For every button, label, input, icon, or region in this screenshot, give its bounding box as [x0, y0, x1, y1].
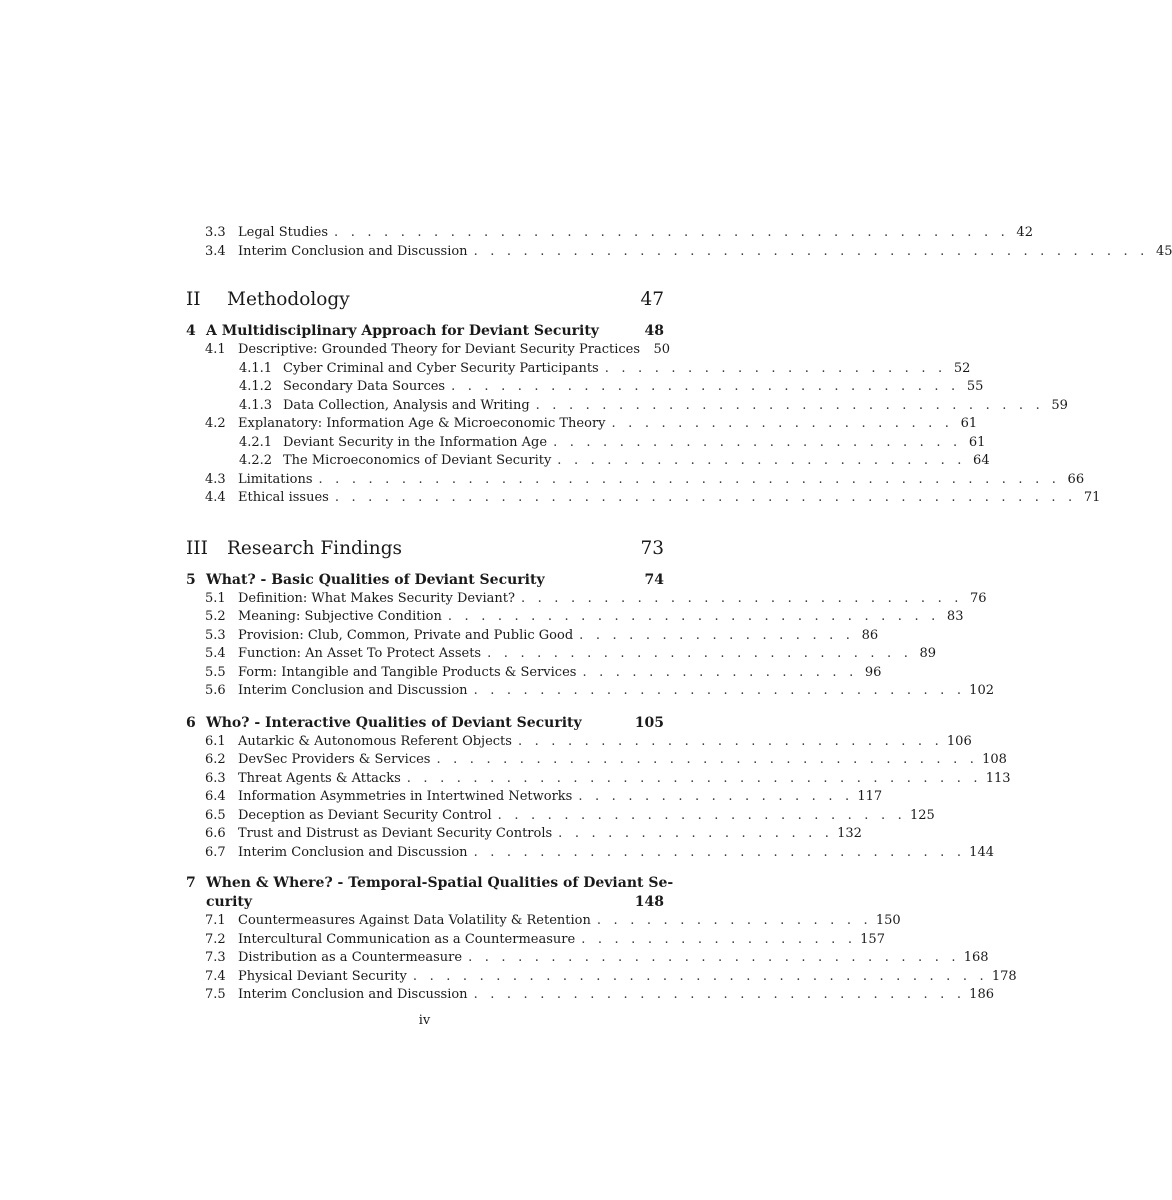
section-number: 6.1	[205, 733, 226, 749]
dot-leader: . . . . . . . . . . . . . . . . . . . . . . . . . . . . . .	[473, 987, 966, 1002]
page-number: 105	[634, 714, 664, 731]
page-number: 73	[640, 537, 664, 559]
toc-part-research-findings[interactable]	[186, 536, 664, 562]
toc-subsection[interactable]	[186, 378, 984, 397]
toc-section[interactable]	[186, 627, 879, 646]
toc-section[interactable]	[186, 986, 994, 1005]
section-number: 7.1	[205, 913, 226, 928]
toc-section[interactable]	[186, 949, 989, 968]
section-title: Interim Conclusion and Discussion	[238, 243, 468, 259]
dot-leader: . . . . . . . . . . . . . . . . . . . . . . . . .	[497, 807, 906, 823]
part-title: Research Findings	[227, 537, 403, 559]
chapter-title: Who? - Interactive Qualities of Deviant Security	[206, 714, 582, 731]
toc-section[interactable]	[186, 807, 935, 826]
chapter-number: 4	[186, 323, 196, 339]
section-title: Interim Conclusion and Discussion	[238, 987, 468, 1002]
section-number: 3.4	[205, 243, 226, 259]
section-number: 6.6	[205, 826, 226, 841]
page-number: 108	[982, 752, 1007, 767]
dot-leader: . . . . . . . . . . . . . . . . . . . . . . . . . .	[487, 646, 913, 661]
dot-leader: . . . . . . . . . . . . . . . . . . . . .	[611, 416, 954, 431]
toc-chapter-4[interactable]	[186, 321, 664, 341]
chapter-title-line2: curity	[206, 894, 252, 910]
section-title: Countermeasures Against Data Volatility & Retention	[238, 913, 591, 928]
section-number: 7.3	[205, 950, 226, 965]
dot-leader: . . . . . . . . . . . . . . . . .	[579, 627, 855, 643]
toc-section[interactable]	[186, 489, 1101, 508]
page-number: 157	[860, 931, 885, 947]
chapter-4-entries	[186, 341, 1101, 508]
section-number: 7.2	[205, 931, 226, 947]
section-number: 6.7	[205, 844, 226, 860]
section-title: Interim Conclusion and Discussion	[238, 683, 468, 698]
toc-section[interactable]	[186, 682, 994, 701]
section-number: 4.4	[205, 490, 226, 505]
toc-section[interactable]	[186, 224, 1033, 243]
section-title: Autarkic & Autonomous Referent Objects	[238, 733, 512, 749]
page-number: 102	[969, 683, 994, 698]
footer-page-number: iv	[418, 1013, 431, 1028]
section-number: 6.4	[205, 789, 226, 804]
page-number: 117	[857, 789, 883, 804]
section-number: 5.3	[205, 627, 226, 643]
subsection-number: 4.2.2	[239, 453, 273, 468]
toc-section[interactable]	[186, 912, 901, 931]
section-number: 7.4	[205, 968, 226, 984]
section-title: Interim Conclusion and Discussion	[238, 844, 468, 860]
section-title: Distribution as a Countermeasure	[238, 950, 463, 965]
section-title: Information Asymmetries in Intertwined Networks	[238, 789, 573, 804]
toc-chapter-6[interactable]	[186, 713, 664, 733]
section-number: 5.4	[205, 646, 226, 661]
toc-section[interactable]	[186, 844, 994, 863]
page-number: 83	[946, 609, 964, 624]
page-number: 86	[861, 627, 879, 643]
section-title: Threat Agents & Attacks	[238, 770, 401, 786]
chapter-number: 6	[186, 714, 196, 731]
page-number: 59	[1051, 397, 1068, 413]
dot-leader: . . . . . . . . . . . . . . . . . . . . . . . . . . . . . .	[473, 683, 966, 698]
dot-leader: . . . . . . . . . . . . . . . . .	[578, 789, 854, 804]
page-number: 61	[968, 434, 986, 450]
dot-leader: . . . . . . . . . . . . . . . . . . . . . . . . . . . . . .	[473, 844, 966, 860]
page-number: 42	[1016, 225, 1033, 240]
subsection-title: Deviant Security in the Information Age	[283, 434, 548, 450]
section-title: Legal Studies	[238, 225, 329, 240]
toc-section[interactable]	[186, 341, 671, 360]
toc-section[interactable]	[186, 931, 885, 950]
toc-subsection[interactable]	[186, 360, 971, 379]
subsection-title: Secondary Data Sources	[283, 379, 446, 394]
section-title: Meaning: Subjective Condition	[238, 609, 442, 624]
dot-leader: . . . . . . . . . . . . . . . . .	[581, 931, 857, 947]
section-number: 5.5	[205, 664, 226, 680]
section-number: 5.6	[205, 683, 226, 698]
toc-section[interactable]	[186, 825, 862, 844]
page-number: 125	[909, 807, 935, 823]
section-number: 6.5	[205, 807, 226, 823]
page-number: 148	[634, 894, 664, 910]
page-number: 113	[985, 770, 1011, 786]
dot-leader: . . . . . . . . . . . . . . . . . . . . . . . . . . . . . . . . . . . . . . . . .	[334, 225, 1009, 240]
page-number: 132	[837, 826, 862, 841]
page-number: 96	[864, 664, 882, 680]
section-title: Trust and Distrust as Deviant Security Controls	[238, 826, 553, 841]
page-number: 66	[1067, 471, 1085, 487]
chapter-title: What? - Basic Qualities of Deviant Security	[206, 571, 545, 588]
toc-section[interactable]	[186, 590, 987, 609]
chapter-title: A Multidisciplinary Approach for Deviant Security	[206, 323, 599, 339]
section-title: Definition: What Makes Security Deviant?	[238, 590, 515, 606]
toc-section[interactable]	[186, 968, 1017, 987]
section-title: Form: Intangible and Tangible Products & Services	[238, 664, 577, 680]
page-number: 50	[653, 342, 671, 357]
dot-leader: . . . . . . . . . . . . . . . . . . . . .	[604, 360, 947, 376]
dot-leader: . . . . . . . . . . . . . . . . . . . . . . . . . . . . . . . . . . . . . . . . . . . . .	[334, 490, 1077, 505]
toc-section[interactable]	[186, 243, 1172, 262]
dot-leader: . . . . . . . . . . . . . . . . . . . . . . . . . . . . . . .	[451, 379, 960, 394]
page-number: 61	[960, 416, 978, 431]
dot-leader: . . . . . . . . . . . . . . . . .	[596, 913, 872, 928]
page-number: 178	[991, 968, 1017, 984]
page-number: 186	[969, 987, 994, 1002]
page-number: 45	[1155, 243, 1172, 259]
section-number: 3.3	[205, 225, 226, 240]
part-number: III	[186, 537, 208, 559]
subsection-number: 4.1.3	[239, 397, 273, 413]
toc-section[interactable]	[186, 664, 882, 683]
section-title: Physical Deviant Security	[238, 968, 407, 984]
subsection-title: The Microeconomics of Deviant Security	[283, 453, 552, 468]
section-number: 6.3	[205, 770, 226, 786]
section-title: DevSec Providers & Services	[238, 752, 431, 767]
section-number: 4.1	[205, 342, 226, 357]
section-number: 5.2	[205, 609, 226, 624]
dot-leader: . . . . . . . . . . . . . . . . . . . . . . . . .	[553, 434, 962, 450]
page-number: 71	[1083, 490, 1101, 505]
toc-section[interactable]	[186, 788, 883, 807]
section-title: Explanatory: Information Age & Microeconomic Theory	[238, 416, 606, 431]
toc-section[interactable]	[186, 608, 964, 627]
section-number: 4.2	[205, 416, 226, 431]
page-number: 76	[970, 590, 987, 606]
chapter-number: 7	[186, 875, 196, 891]
toc-subsection[interactable]	[186, 452, 990, 471]
dot-leader: . . . . . . . . . . . . . . . . . . . . . . . . . .	[517, 733, 943, 749]
toc-chapter-7[interactable]	[186, 874, 674, 912]
chapter-number: 5	[186, 571, 196, 588]
section-number: 4.3	[205, 471, 226, 487]
toc-section[interactable]	[186, 733, 972, 752]
section-title: Intercultural Communication as a Countermeasure	[238, 931, 576, 947]
page-number: 106	[946, 733, 972, 749]
subsection-title: Cyber Criminal and Cyber Security Participants	[283, 360, 599, 376]
dot-leader: . . . . . . . . . . . . . . . . . . . . . . . . . . . . . . . . . . . . . . . . . . . . .	[318, 471, 1061, 487]
page-number: 52	[953, 360, 971, 376]
toc-part-methodology[interactable]	[186, 287, 664, 313]
page-number: 55	[966, 379, 984, 394]
section-number: 5.1	[205, 590, 226, 606]
chapter-title-line1: When & Where? - Temporal-Spatial Qualities of Deviant Se-	[206, 875, 674, 891]
dot-leader: . . . . . . . . . . . . . . . . . . . . . . . . . . . . . . . . . . .	[412, 968, 988, 984]
page-number: 64	[973, 453, 990, 468]
dot-leader: . . . . . . . . . . . . . . . . . . . . . . . . . . . . . . . . . . . . . . . . .	[473, 243, 1149, 259]
toc-section[interactable]	[186, 751, 1007, 770]
subsection-number: 4.1.1	[239, 360, 273, 376]
chapter-7-entries	[186, 912, 1017, 1005]
page-number: 47	[640, 289, 664, 310]
toc-section[interactable]	[186, 471, 1085, 490]
toc-subsection[interactable]	[186, 434, 986, 453]
part-title: Methodology	[227, 289, 350, 310]
section-title: Function: An Asset To Protect Assets	[238, 646, 482, 661]
table-of-contents	[186, 224, 1172, 1005]
dot-leader: . . . . . . . . . . . . . . . . . . . . . . . . . . .	[520, 590, 963, 606]
dot-leader: . . . . . . . . . . . . . . . . .	[558, 826, 834, 841]
page-number: 150	[875, 913, 901, 928]
dot-leader: . . . . . . . . . . . . . . . . . . . . . . . . .	[557, 453, 966, 468]
section-title: Provision: Club, Common, Private and Public Good	[238, 627, 574, 643]
page-number: 89	[919, 646, 937, 661]
dot-leader: . . . . . . . . . . . . . . . . . . . . . . . . . . . . . . . . . . .	[406, 770, 982, 786]
section-title: Deception as Deviant Security Control	[238, 807, 492, 823]
toc-section[interactable]	[186, 415, 978, 434]
page-number: 144	[969, 844, 994, 860]
section-title: Descriptive: Grounded Theory for Deviant Security Practices	[238, 342, 641, 357]
page-number: 168	[963, 950, 989, 965]
part-number: II	[186, 289, 201, 310]
dot-leader: . . . . . . . . . . . . . . . . . . . . . . . . . . . . . .	[468, 950, 960, 965]
page-number: 74	[644, 571, 664, 588]
chapter-5-entries	[186, 590, 994, 701]
toc-section[interactable]	[186, 645, 937, 664]
toc-chapter-5[interactable]	[186, 570, 664, 590]
dot-leader: . . . . . . . . . . . . . . . . . . . . . . . . . . . . . . . . .	[436, 752, 979, 767]
toc-section[interactable]	[186, 770, 1011, 789]
toc-subsection[interactable]	[186, 397, 1068, 416]
dot-leader: . . . . . . . . . . . . . . . . . . . . . . . . . . . . . .	[447, 609, 940, 624]
page-number: 48	[644, 323, 664, 339]
subsection-number: 4.1.2	[239, 379, 273, 394]
section-number: 7.5	[205, 987, 226, 1002]
dot-leader: . . . . . . . . . . . . . . . . .	[582, 664, 858, 680]
chapter-6-entries	[186, 733, 1011, 863]
subsection-number: 4.2.1	[239, 434, 273, 450]
subsection-title: Data Collection, Analysis and Writing	[283, 397, 530, 413]
dot-leader: . . . . . . . . . . . . . . . . . . . . . . . . . . . . . . .	[535, 397, 1044, 413]
section-title: Ethical issues	[238, 490, 329, 505]
section-number: 6.2	[205, 752, 226, 767]
section-title: Limitations	[238, 471, 313, 487]
